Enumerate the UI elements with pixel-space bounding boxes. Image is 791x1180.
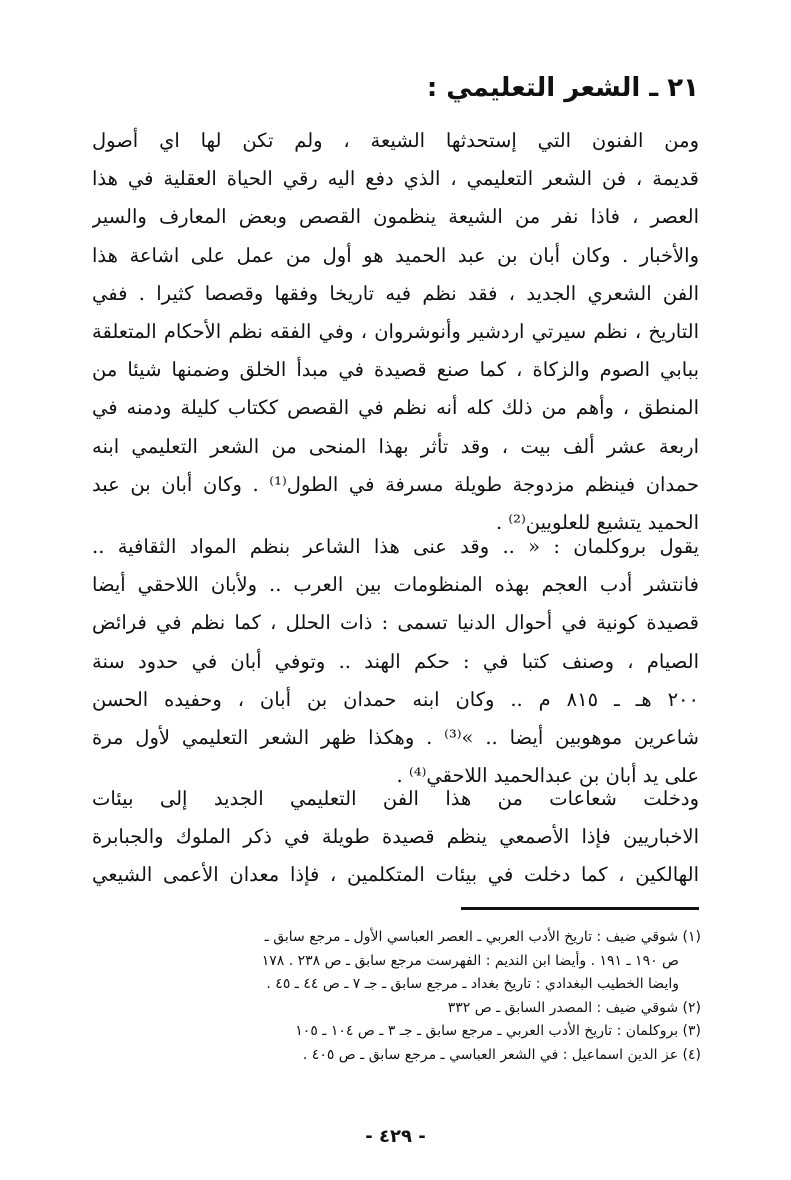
text-line: ومن الفنون التي إستحدثها الشيعة ، ولم تكن لها اي أصول [92, 129, 699, 152]
text-line: قصيدة كونية في أحوال الدنيا تسمى : ذات الحلل ، كما نظم في فرائض [92, 611, 699, 635]
text-line: فانتشر أدب العجم بهذه المنظومات بين العرب .. ولأبان اللاحقي أيضا [92, 573, 699, 597]
text-line: الحميد يتشيع للعلويين⁽²⁾ . [495, 510, 699, 534]
footnote-separator [461, 907, 699, 910]
text-line: حمدان فينظم مزدوجة طويلة مسرفة في الطول⁽¹⁾ . وكان أبان بن عبد [92, 472, 699, 496]
text-line: على يد أبان بن عبدالحميد اللاحقي⁽⁴⁾ . [396, 764, 699, 788]
text-line: يقول بروكلمان : « .. وقد عنى هذا الشاعر بنظم المواد الثقافية .. [92, 535, 699, 558]
text-line: الهالكين ، كما دخلت في بيئات المتكلمين ، فإذا معدان الأعمى الشيعي [92, 863, 699, 887]
footnote-line: ص ١٩٠ ـ ١٩١ . وأيضا ابن النديم : الفهرست مرجع سابق ـ ص ٢٣٨ . ١٧٨ [261, 952, 679, 969]
text-line: التاريخ ، نظم سيرتي اردشير وأنوشروان ، وفي الفقه نظم الأحكام المتعلقة [92, 319, 699, 343]
text-line: الاخباريين فإذا الأصمعي ينظم قصيدة طويلة في ذكر الملوك والجبابرة [92, 825, 699, 849]
text-line: ببابي الصوم والزكاة ، كما صنع قصيدة في مبدأ الخلق وضمنها شيئا من [92, 358, 699, 382]
section-heading: ٢١ ـ الشعر التعليمي : [426, 73, 699, 103]
footnotes [92, 926, 701, 1067]
page-number: - ٤٢٩ - [365, 1126, 426, 1147]
text-line: اربعة عشر ألف بيت ، وقد تأثر بهذا المنحى من الشعر التعليمي ابنه [92, 434, 699, 458]
footnote-line: (٣) بروكلمان : تاريخ الأدب العربي ـ مرجع سابق ـ جـ ٣ ـ ص ١٠٤ ـ ١٠٥ [295, 1023, 701, 1039]
paragraph-2 [92, 528, 699, 795]
text-line: شاعرين موهوبين أيضا .. »⁽³⁾ . وهكذا ظهر الشعر التعليمي لأول مرة [92, 725, 699, 749]
text-line: المنطق ، وأهم من ذلك كله أنه نظم في القصص ككتاب كليلة ودمنه في [92, 396, 699, 420]
text-line: العصر ، فاذا نفر من الشيعة ينظمون القصص وبعض المعارف والسير [92, 205, 699, 229]
footnote-line: (٢) شوقي ضيف : المصدر السابق ـ ص ٣٣٢ [447, 999, 701, 1016]
text-line: قديمة ، فن الشعر التعليمي ، الذي دفع اليه رقي الحياة العقلية في هذا [92, 167, 699, 191]
text-line: الفن الشعري الجديد ، فقد نظم فيه تاريخا وفقها وقصصا كثيرا . ففي [92, 281, 699, 305]
text-line: الصيام ، وصنف كتبا في : حكم الهند .. وتوفي أبان في حدود سنة [92, 649, 699, 673]
text-line: والأخبار . وكان أبان بن عبد الحميد هو أول من عمل على اشاعة هذا [92, 243, 699, 267]
paragraph-3 [92, 780, 699, 895]
paragraph-1 [92, 122, 699, 542]
text-line: ودخلت شعاعات من هذا الفن التعليمي الجديد إلى بيئات [92, 787, 699, 810]
footnote-line: وايضا الخطيب البغدادي : تاريخ بغداد ـ مرجع سابق ـ جـ ٧ ـ ص ٤٤ ـ ٤٥ . [266, 976, 679, 992]
footnote-line: (١) شوقي ضيف : تاريخ الأدب العربي ـ العصر العباسي الأول ـ مرجع سابق ـ [264, 929, 701, 945]
footnote-line: (٤) عز الدين اسماعيل : في الشعر العباسي ـ مرجع سابق ـ ص ٤٠٥ . [302, 1046, 701, 1063]
text-line: ٢٠٠ هـ ـ ٨١٥ م .. وكان ابنه حمدان بن أبان ، وحفيده الحسن [92, 687, 699, 711]
